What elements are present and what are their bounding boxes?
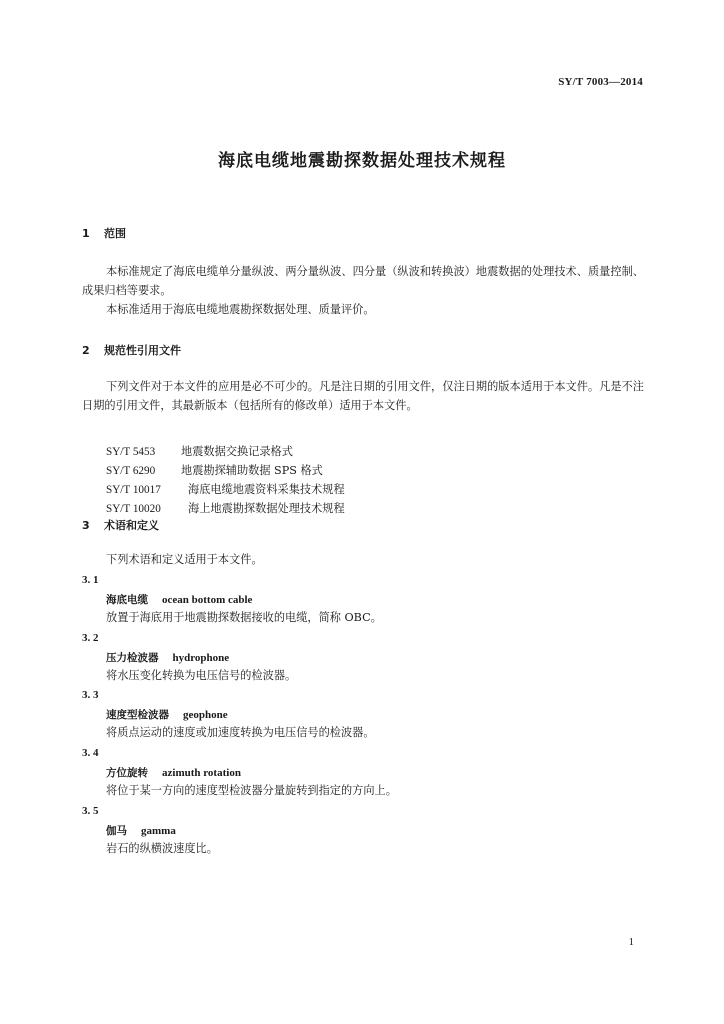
reference-item [106,481,345,497]
term-number: 3. 2 [82,632,99,644]
document-title: 海底电缆地震勘探数据处理技术规程 [218,151,506,171]
page-number: 1 [628,936,634,948]
references-intro [82,377,644,415]
section-title: 范围 [104,227,126,240]
reference-title: 海底电缆地震资料采集技术规程 [188,483,345,496]
term-name-zh: 海底电缆 [106,594,148,606]
term-name-en: azimuth rotation [162,767,241,779]
reference-title: 海上地震勘探数据处理技术规程 [188,502,345,515]
term-name-en: geophone [183,709,228,721]
term-name-en: ocean bottom cable [162,594,253,606]
section-number: 3 [82,519,90,532]
reference-title: 地震数据交换记录格式 [181,445,293,458]
references-intro-text: 下列文件对于本文件的应用是必不可少的。凡是注日期的引用文件，仅注日期的版本适用于本文件。凡是不注日期的引用文件，其最新版本（包括所有的修改单）适用于本文件。 [82,380,644,412]
section-heading-references [82,342,181,358]
section-title: 规范性引用文件 [104,344,181,357]
term-definition: 将位于某一方向的速度型检波器分量旋转到指定的方向上。 [106,784,397,797]
term-name [106,650,229,665]
section-heading-terms [82,517,159,533]
term-name [106,592,252,607]
reference-code: SY/T 10017 [106,484,161,496]
term-name [106,765,241,780]
term-definition: 岩石的纵横波速度比。 [106,842,218,855]
term-name-zh: 压力检波器 [106,652,159,664]
term-number: 3. 1 [82,574,99,586]
term-name [106,823,176,838]
reference-code: SY/T 5453 [106,446,156,458]
term-number: 3. 3 [82,689,99,701]
scope-body [82,262,644,319]
term-number: 3. 5 [82,805,99,817]
term-name-en: gamma [141,825,176,837]
term-name-en: hydrophone [172,652,230,664]
term-name-zh: 方位旋转 [106,767,148,779]
term-definition: 将水压变化转换为电压信号的检波器。 [106,669,297,682]
term-definition: 将质点运动的速度或加速度转换为电压信号的检波器。 [106,726,375,739]
reference-code: SY/T 6290 [106,465,156,477]
reference-item [106,443,293,459]
reference-code: SY/T 10020 [106,503,161,515]
section-title: 术语和定义 [104,519,159,532]
section-number: 1 [82,227,90,240]
term-name-zh: 速度型检波器 [106,709,169,721]
term-number: 3. 4 [82,747,99,759]
section-heading-scope [82,225,126,241]
reference-item [106,500,345,516]
scope-paragraph: 本标准规定了海底电缆单分量纵波、两分量纵波、四分量（纵波和转换波）地震数据的处理技术、质量控制、成果归档等要求。 [82,265,644,297]
terms-intro-text: 下列术语和定义适用于本文件。 [106,553,263,566]
reference-title: 地震勘探辅助数据 SPS 格式 [181,464,323,477]
section-number: 2 [82,344,90,357]
term-definition: 放置于海底用于地震勘探数据接收的电缆，简称 OBC。 [106,611,382,624]
term-name [106,707,228,722]
reference-item [106,462,323,478]
scope-paragraph: 本标准适用于海底电缆地震勘探数据处理、质量评价。 [106,303,375,316]
terms-intro [82,550,644,569]
standard-code: SY/T 7003—2014 [558,76,643,88]
term-name-zh: 伽马 [106,825,127,837]
